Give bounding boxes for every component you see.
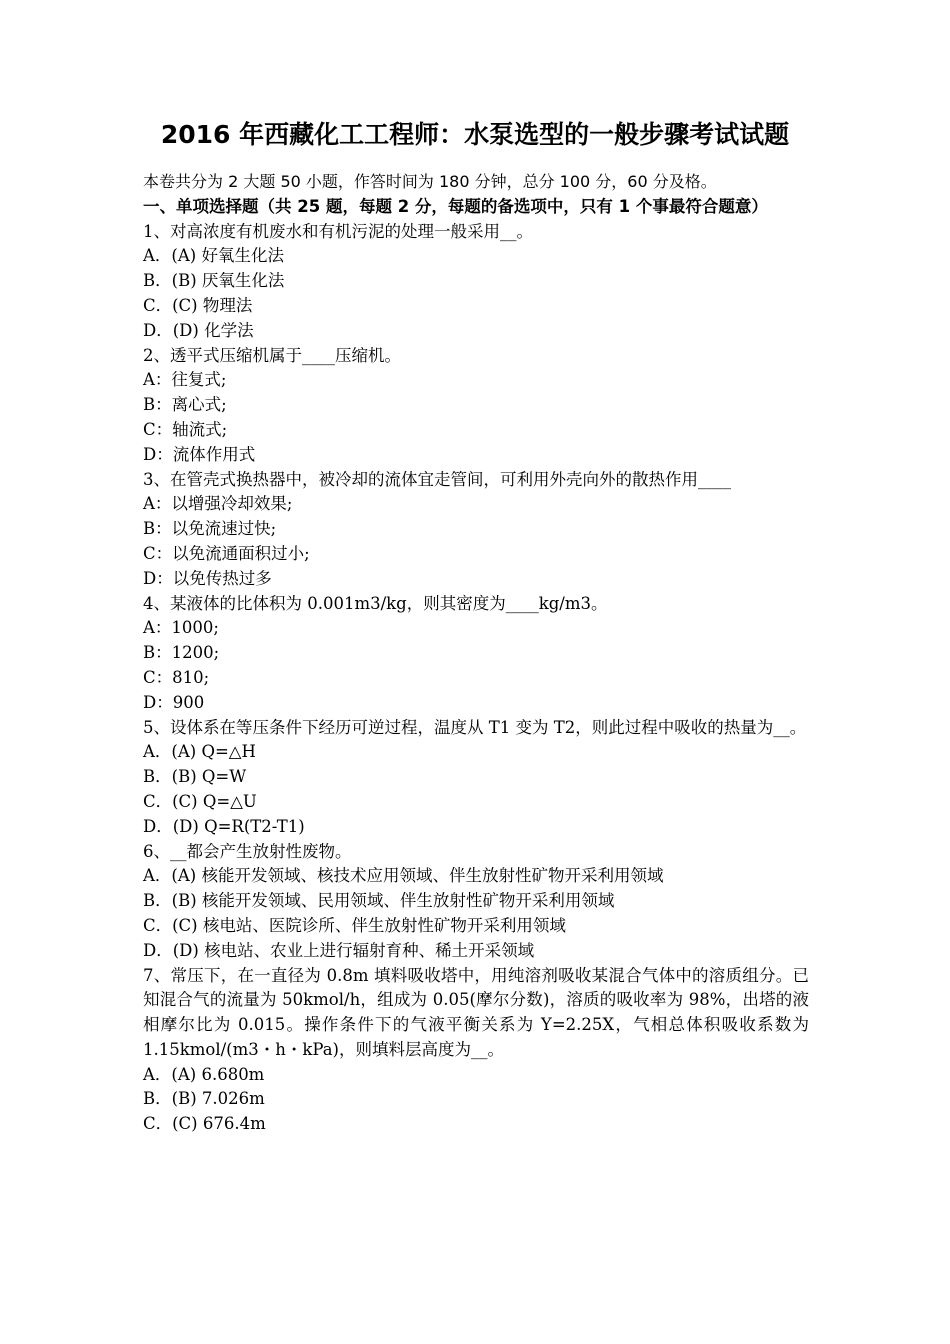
option-a: A．(A) 核能开发领域、核技术应用领域、伴生放射性矿物开采利用领域 xyxy=(143,866,664,886)
question-stem: 2、透平式压缩机属于____压缩机。 xyxy=(143,345,401,365)
question-6 xyxy=(143,840,809,964)
question-5 xyxy=(143,716,809,840)
option-a: A．(A) 好氧生化法 xyxy=(143,246,284,266)
option-c: C：轴流式; xyxy=(143,419,228,439)
option-b: B．(B) 7.026m xyxy=(143,1089,265,1109)
option-c: C：810; xyxy=(143,667,210,687)
option-a: A：往复式; xyxy=(143,370,227,390)
option-d: D：900 xyxy=(143,692,205,712)
option-d: D．(D) Q=R(T2-T1) xyxy=(143,816,305,836)
option-b: B：离心式; xyxy=(143,395,227,415)
option-d: D．(D) 化学法 xyxy=(143,320,254,340)
question-stem: 4、某液体的比体积为 0.001m3/kg，则其密度为____kg/m3。 xyxy=(143,593,608,613)
question-7 xyxy=(143,964,809,1138)
option-c: C．(C) 676.4m xyxy=(143,1114,266,1134)
question-2 xyxy=(143,344,809,468)
option-d: D：以免传热过多 xyxy=(143,568,272,588)
question-stem: 7、常压下，在一直径为 0.8m 填料吸收塔中，用纯溶剂吸收某混合气体中的溶质组分。已知混合气的流量为 50kmol/h，组成为 0.05(摩尔分数)，溶质的吸收率为 98%，出塔的液相摩尔比为 0.015。操作条件下的气液平衡关系为 Y=2.25X，气相总体积吸收系数为 1.15kmol/(m3・h・kPa)，则填料层高度为__。 xyxy=(143,965,809,1059)
question-stem: 5、设体系在等压条件下经历可逆过程，温度从 T1 变为 T2，则此过程中吸收的热量为__。 xyxy=(143,717,807,737)
document-title: 2016 年西藏化工工程师：水泵选型的一般步骤考试试题 xyxy=(160,120,790,149)
option-d: D：流体作用式 xyxy=(143,444,256,464)
option-a: A：1000; xyxy=(143,618,219,638)
option-a: A．(A) Q=△H xyxy=(143,742,256,762)
option-c: C．(C) Q=△U xyxy=(143,791,257,811)
option-c: C：以免流通面积过小; xyxy=(143,543,310,563)
option-c: C．(C) 物理法 xyxy=(143,295,253,315)
exam-intro: 本卷共分为 2 大题 50 小题，作答时间为 180 分钟，总分 100 分，60 分及格。 xyxy=(143,172,717,191)
option-b: B：1200; xyxy=(143,643,220,663)
option-d: D．(D) 核电站、农业上进行辐射育种、稀土开采领域 xyxy=(143,940,535,960)
question-1 xyxy=(143,220,809,344)
option-b: B．(B) 核能开发领域、民用领域、伴生放射性矿物开采利用领域 xyxy=(143,891,615,911)
option-b: B．(B) Q=W xyxy=(143,767,247,787)
question-stem: 3、在管壳式换热器中，被冷却的流体宜走管间，可利用外壳向外的散热作用____ xyxy=(143,469,731,489)
question-4 xyxy=(143,592,809,716)
option-c: C．(C) 核电站、医院诊所、伴生放射性矿物开采利用领域 xyxy=(143,915,566,935)
option-a: A．(A) 6.680m xyxy=(143,1064,265,1084)
option-b: B．(B) 厌氧生化法 xyxy=(143,271,285,291)
question-3 xyxy=(143,468,809,592)
option-a: A：以增强冷却效果; xyxy=(143,494,293,514)
exam-content xyxy=(143,170,809,1137)
section-heading: 一、单项选择题（共 25 题，每题 2 分，每题的备选项中，只有 1 个事最符合题意） xyxy=(143,196,768,216)
question-stem: 1、对高浓度有机废水和有机污泥的处理一般采用__。 xyxy=(143,221,533,241)
question-stem: 6、__都会产生放射性废物。 xyxy=(143,841,352,861)
option-b: B：以免流速过快; xyxy=(143,519,277,539)
